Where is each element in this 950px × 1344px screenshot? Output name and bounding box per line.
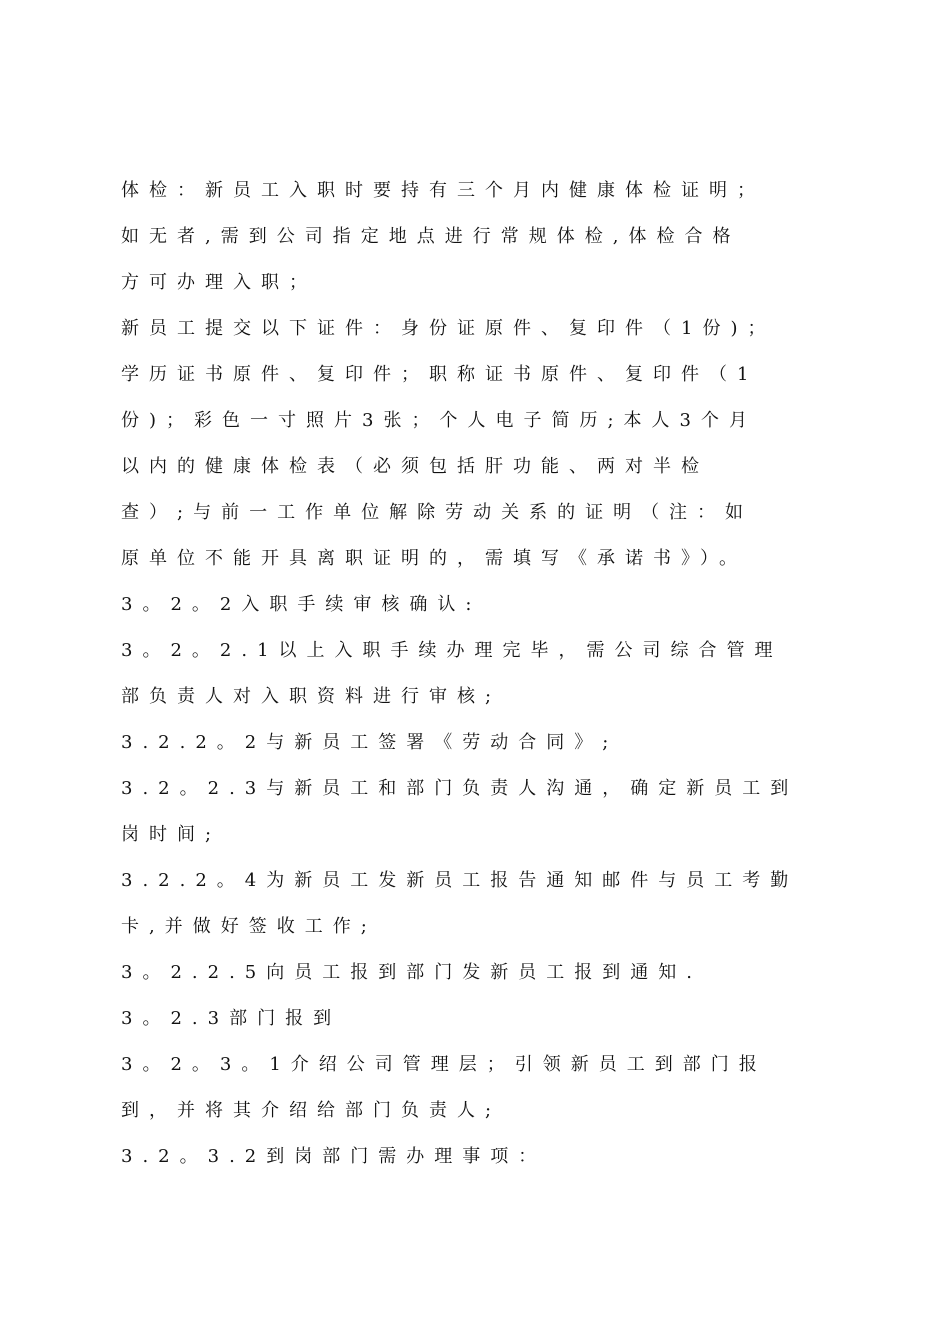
text-line: 部负责人对入职资料进行审核; [121,686,502,707]
text-line: 学历证书原件、复印件；职称证书原件、复印件（1 [121,364,759,385]
text-line: 3.2。3.2到岗部门需办理事项： [121,1146,547,1167]
text-line: 3.2.2。2与新员工签署《劳动合同》; [121,732,619,753]
text-line: 新员工提交以下证件：身份证原件、复印件（1份)； [121,318,776,339]
text-line: 3。2.3部门报到 [121,1008,342,1029]
text-line: 到，并将其介绍给部门负责人; [121,1100,502,1121]
text-line: 原单位不能开具离职证明的，需填写《承诺书》）。 [121,548,747,569]
document-body [121,168,826,1180]
text-line: 3.2.2。4为新员工发新员工报告通知邮件与员工考勤 [121,870,799,891]
text-line: 份)；彩色一寸照片3张；个人电子简历;本人3个月 [121,410,757,431]
text-line: 查）;与前一工作单位解除劳动关系的证明（注：如 [121,502,754,523]
text-line: 以内的健康体检表（必须包括肝功能、两对半检 [121,456,709,477]
text-line: 3。2.2.5向员工报到部门发新员工报到通知. [121,962,702,983]
text-line: 方可办理入职； [121,272,317,293]
text-line: 岗时间; [121,824,222,845]
text-line: 3.2。2.3与新员工和部门负责人沟通，确定新员工到 [121,778,799,799]
text-line: 如无者,需到公司指定地点进行常规体检,体检合格 [121,226,741,247]
text-line: 3。2。3。1介绍公司管理层；引领新员工到部门报 [121,1054,767,1075]
text-line: 3。2。2入职手续审核确认: [121,594,482,615]
text-line: 卡,并做好签收工作; [121,916,377,937]
text-line: 体检：新员工入职时要持有三个月内健康体检证明； [121,180,765,201]
text-line: 3。2。2.1以上入职手续办理完毕，需公司综合管理 [121,640,783,661]
